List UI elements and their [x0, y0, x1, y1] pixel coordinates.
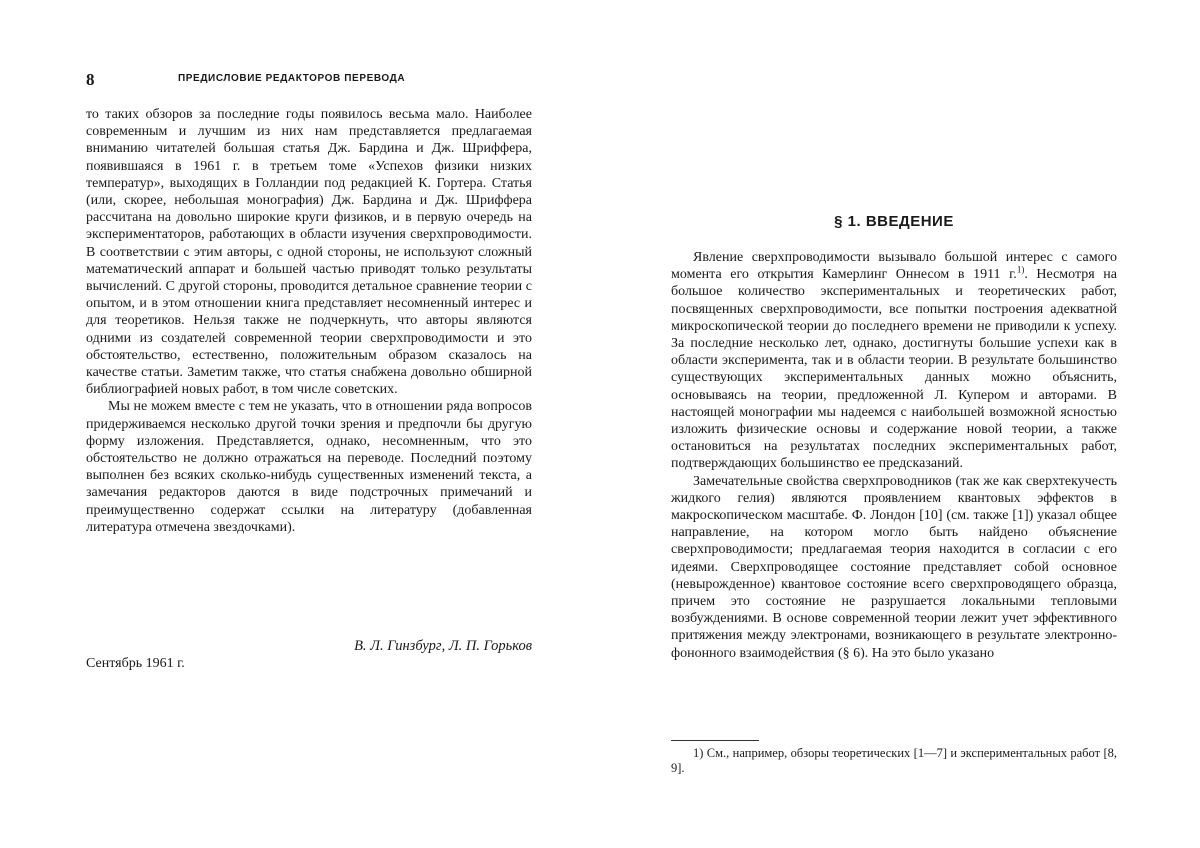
- footnote-marker: 1): [1017, 265, 1025, 275]
- introduction-body: [671, 249, 1117, 662]
- introduction-paragraph-1-rest: . Несмотря на большое количество экспериментальных и теоретических работ, посвященных сверхпроводимости, все попытки построения адекватной микроскопической теории до последнего времени не приводили к успеху. За последние несколько лет, однако, достигнуты большие успехи как в области эксперимента, так и в области теории. В результате большинство существующих экспериментальных данных можно объяснить, основываясь на теории, предложенной Л. Купером и авторами. В настоящей монографии мы надеемся с наибольшей возможной ясностью изложить физические основы и содержание новой теории, а также остановиться на результатах последних экспериментальных работ, подтверждающих большинство ее предсказаний.: [671, 267, 1117, 471]
- introduction-paragraph-1: [671, 249, 1117, 473]
- introduction-paragraph-2: Замечательные свойства сверхпроводников (так же как сверхтекучесть жидкого гелия) являются проявлением квантовых эффектов в макроскопическом масштабе. Ф. Лондон [10] (см. также [1]) указал общее направление, на котором могло быть найдено объяснение сверхпроводимости; предлагаемая теория находится в согласии с его идеями. Сверхпроводящее состояние представляет собой основное (невырожденное) квантовое состояние всего сверхпроводящего образца, причем это состояние не разрушается локальными тепловыми возбуждениями. В основе современной теории лежит учет эффективного притяжения между электронами, возникающего в результате электронно-фононного взаимодействия (§ 6). На это было указано: [671, 473, 1117, 662]
- preface-paragraph-1: то таких обзоров за последние годы появилось весьма мало. Наиболее современным и лучшим из них нам представляется предлагаемая вниманию читателей большая статья Дж. Бардина и Дж. Шриффера, появившаяся в 1961 г. в третьем томе «Успехов физики низких температур», выходящих в Голландии под редакцией К. Гортера. Статья (или, скорее, небольшая монография) Дж. Бардина и Дж. Шриффера рассчитана на довольно широкие круги физиков, и в первую очередь на экспериментаторов, работающих в области изучения сверхпроводимости. В соответствии с этим авторы, с одной стороны, не используют сложный математический аппарат и большей частью приводят только результаты вычислений. С другой стороны, проводится детальное сравнение теории с опытом, и в этом отношении книга представляет несомненный интерес и для теоретиков. Нельзя также не подчеркнуть, что авторы являются одними из создателей современной теории сверхпроводимости и это обстоятельство, естественно, положительным образом сказалось на качестве статьи. Заметим также, что статья снабжена довольно обширной библиографией новых работ, в том числе советских.: [86, 106, 532, 398]
- preface-date: Сентябрь 1961 г.: [86, 656, 185, 672]
- running-head: [86, 70, 532, 90]
- running-title: ПРЕДИСЛОВИЕ РЕДАКТОРОВ ПЕРЕВОДА: [178, 73, 405, 84]
- introduction-paragraph-1-start: Явление сверхпроводимости вызывало большой интерес с самого момента его открытия Камерлинг Оннесом в 1911 г.: [671, 250, 1117, 282]
- footnote-rule: [671, 740, 759, 741]
- editors-signature: В. Л. Гинзбург, Л. П. Горьков: [354, 638, 532, 655]
- section-title: § 1. ВВЕДЕНИЕ: [671, 213, 1117, 230]
- page-number: 8: [86, 70, 95, 90]
- preface-body: [86, 106, 532, 536]
- footnote: 1) См., например, обзоры теоретических [1—7] и экспериментальных работ [8, 9].: [671, 746, 1117, 776]
- preface-paragraph-2: Мы не можем вместе с тем не указать, что в отношении ряда вопросов придерживаемся несколько другой точки зрения и предпочли бы другую форму изложения. Представляется, однако, несомненным, что это обстоятельство не должно отражаться на переводе. Последний поэтому выполнен без всяких сколько-нибудь существенных изменений текста, а замечания редакторов даются в виде подстрочных примечаний и преимущественно содержат ссылки на литературу (добавленная литература отмечена звездочками).: [86, 398, 532, 536]
